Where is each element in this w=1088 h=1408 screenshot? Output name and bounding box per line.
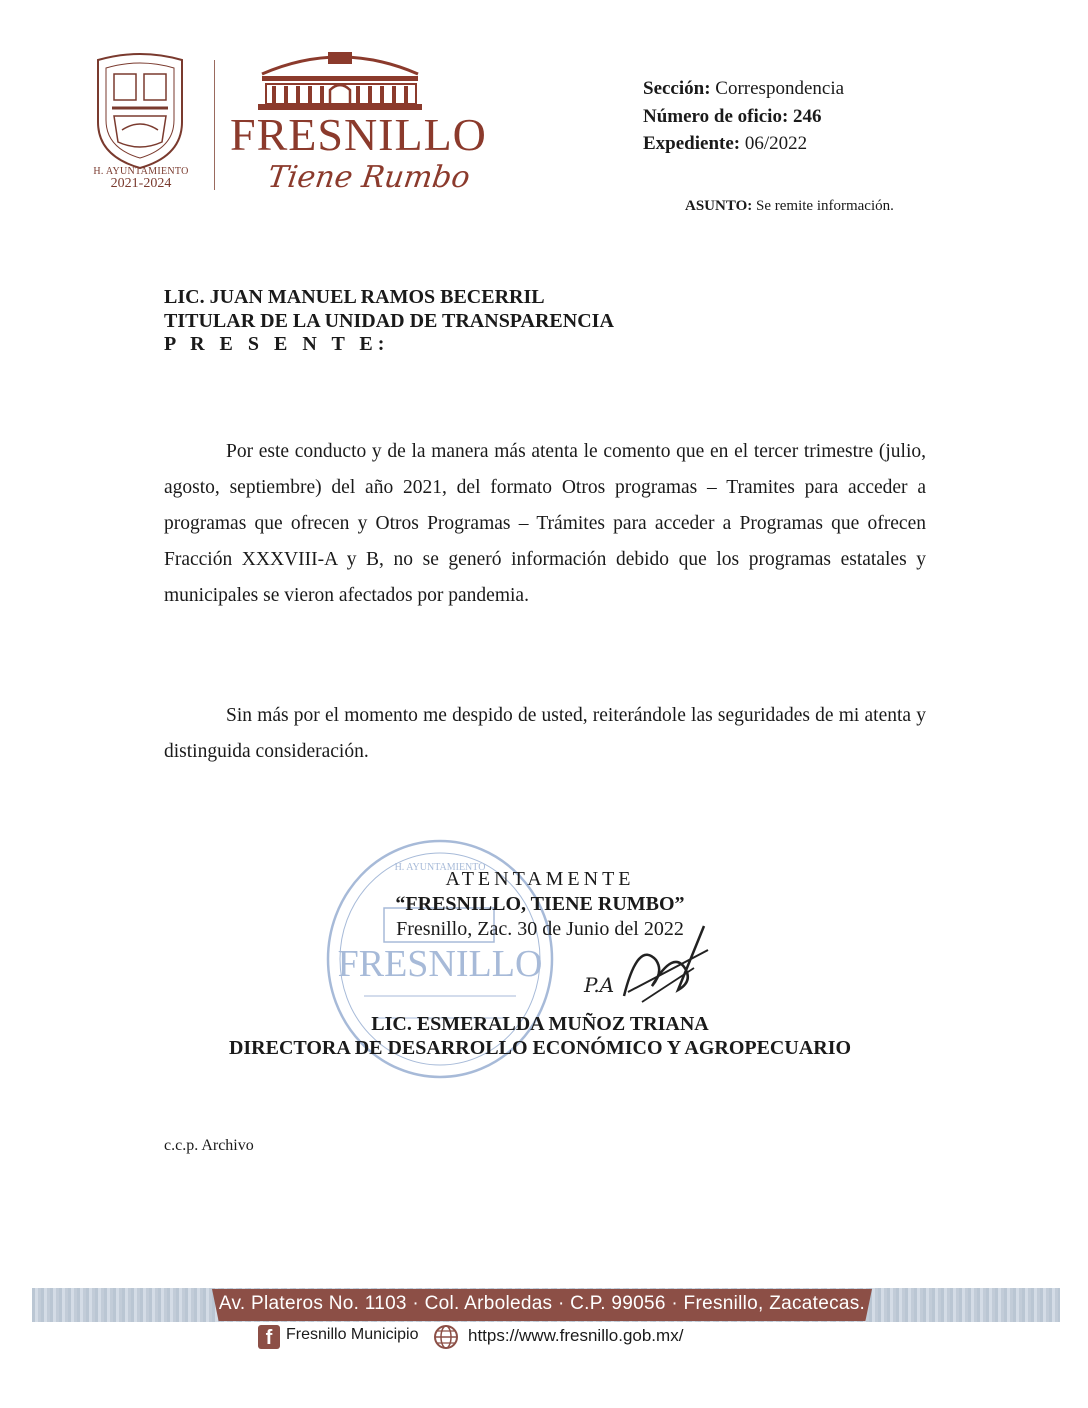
closing-place-date: Fresnillo, Zac. 30 de Junio del 2022 xyxy=(396,918,684,940)
closing-atentamente: ATENTAMENTE xyxy=(445,868,635,890)
numero-oficio-label: Número de oficio: xyxy=(643,106,789,127)
brand-slogan: Tiene Rumbo xyxy=(265,160,473,195)
numero-oficio-value: 246 xyxy=(793,106,822,127)
footer-address: Av. Plateros No. 1103 · Col. Arboledas · C.P. 99056 · Fresnillo, Zacatecas. xyxy=(218,1293,866,1314)
body-paragraph-2: Sin más por el momento me despido de usted, reiterándole las seguridades de mi atenta y distinguida consideración. xyxy=(164,705,926,762)
signer-name: LIC. ESMERALDA MUÑOZ TRIANA xyxy=(371,1013,709,1035)
asunto-label: ASUNTO: xyxy=(685,198,753,214)
addressee-title: TITULAR DE LA UNIDAD DE TRANSPARENCIA xyxy=(164,310,614,332)
asunto-value: Se remite información. xyxy=(756,198,894,214)
brand-name: FRESNILLO xyxy=(230,109,487,160)
seccion-label: Sección: xyxy=(643,78,711,99)
seccion-value: Correspondencia xyxy=(715,78,845,99)
seccion-line xyxy=(643,78,844,100)
svg-text:H. AYUNTAMIENTO: H. AYUNTAMIENTO xyxy=(394,862,486,873)
addressee-presente: P R E S E N T E: xyxy=(164,333,390,355)
globe-icon[interactable] xyxy=(433,1324,459,1350)
numero-oficio-line xyxy=(643,106,822,128)
svg-text:P.A: P.A xyxy=(584,973,615,997)
municipal-shield-logo xyxy=(92,52,188,170)
header-divider xyxy=(214,60,215,190)
facebook-icon[interactable]: f xyxy=(258,1325,280,1349)
addressee-name: LIC. JUAN MANUEL RAMOS BECERRIL xyxy=(164,286,545,308)
closing-lema: “FRESNILLO, TIENE RUMBO” xyxy=(395,893,685,915)
shield-caption-line2: 2021-2024 xyxy=(110,176,172,191)
body-paragraph-1: Por este conducto y de la manera más atenta le comento que en el tercer trimestre (julio, agosto, septiembre) del año 2021, del formato Otros programas – Tramites para acceder a programas que ofrecen y Otros Programas – Trámites para acceder a Programas que ofrecen Fracción XXXVIII-A y B, no se generó información debido que los programas estatales y municipales se vieron afectados por pandemia. xyxy=(164,441,926,606)
svg-text:FRESNILLO: FRESNILLO xyxy=(337,943,543,985)
expediente-line xyxy=(643,133,807,155)
expediente-label: Expediente: xyxy=(643,133,741,154)
expediente-value: 06/2022 xyxy=(744,133,808,154)
asunto-line xyxy=(685,198,894,215)
facebook-link[interactable]: Fresnillo Municipio xyxy=(286,1326,419,1343)
website-link[interactable]: https://www.fresnillo.gob.mx/ xyxy=(468,1326,684,1345)
shield-caption-line1: H. AYUNTAMIENTO xyxy=(93,166,189,177)
signer-position: DIRECTORA DE DESARROLLO ECONÓMICO Y AGROPECUARIO xyxy=(228,1037,852,1059)
shield-caption xyxy=(82,166,200,191)
arch-monument-icon xyxy=(258,48,422,110)
ccp-archive: c.c.p. Archivo xyxy=(164,1137,254,1154)
